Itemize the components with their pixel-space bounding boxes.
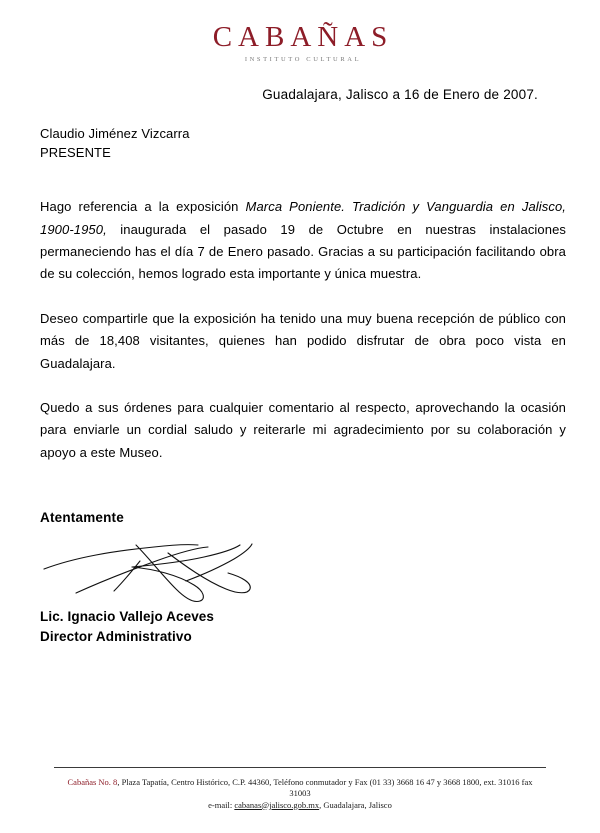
addressee-attention: PRESENTE (40, 144, 111, 160)
footer-address-rest: , Plaza Tapatía, Centro Histórico, C.P. 44360, Teléfono conmutador y Fax (01 33) 3668 16 47 y 3668 1800, ext. 31016 fax (117, 776, 533, 787)
letterhead (0, 0, 600, 63)
institution-logo-text: CABAÑAS (212, 21, 394, 53)
signer-block (40, 607, 566, 646)
paragraph-1 (40, 196, 566, 285)
footer-divider (54, 767, 546, 768)
addressee-name: Claudio Jiménez Vizcarra (40, 126, 190, 142)
dateline: Guadalajara, Jalisco a 16 de Enero de 2007. (262, 87, 538, 103)
signature-area (40, 529, 566, 607)
footer-email-label: e-mail: (208, 799, 235, 810)
signer-title: Director Administrativo (40, 628, 192, 644)
paragraph-1-text-b: inaugurada el pasado 19 de Octubre en nuestras instalaciones permaneciendo has el día 7 de Enero pasado. Gracias a su participación facilitando obra de su colección, hemos logrado esta importante y única muestra. (40, 221, 566, 282)
paragraph-3: Quedo a sus órdenes para cualquier comentario al respecto, aprovechando la ocasión para enviarle un cordial saludo y reiterarle mi agradecimiento por su colaboración y apoyo a este Museo. (40, 399, 566, 460)
footer-ext-line: 31003 (289, 788, 311, 799)
signer-name: Lic. Ignacio Vallejo Aceves (40, 608, 215, 624)
footer-address-highlight: Cabañas No. 8 (67, 776, 118, 787)
letter-body (0, 87, 600, 646)
page-footer (0, 767, 600, 811)
addressee-block (40, 125, 566, 162)
footer-email-suffix: , Guadalajara, Jalisco (319, 799, 392, 810)
footer-address-line (0, 777, 600, 788)
footer-email-link[interactable]: cabanas@jalisco.gob.mx (234, 799, 320, 810)
institution-subtitle: INSTITUTO CULTURAL (244, 56, 362, 64)
closing-salutation: Atentamente (40, 509, 124, 525)
paragraph-2: Deseo compartirle que la exposición ha tenido una muy buena recepción de público con más de 18,408 visitantes, quienes han podido disfrutar de obra poco vista en Guadalajara. (40, 310, 566, 371)
paragraph-1-text-a: Hago referencia a la exposición (40, 199, 246, 215)
footer-email-line (0, 800, 600, 811)
handwritten-signature-icon (36, 531, 296, 607)
exhibition-title: Marca Poniente. Tradición y Vanguardia en Jalisco, 1900-1950, (40, 199, 567, 237)
